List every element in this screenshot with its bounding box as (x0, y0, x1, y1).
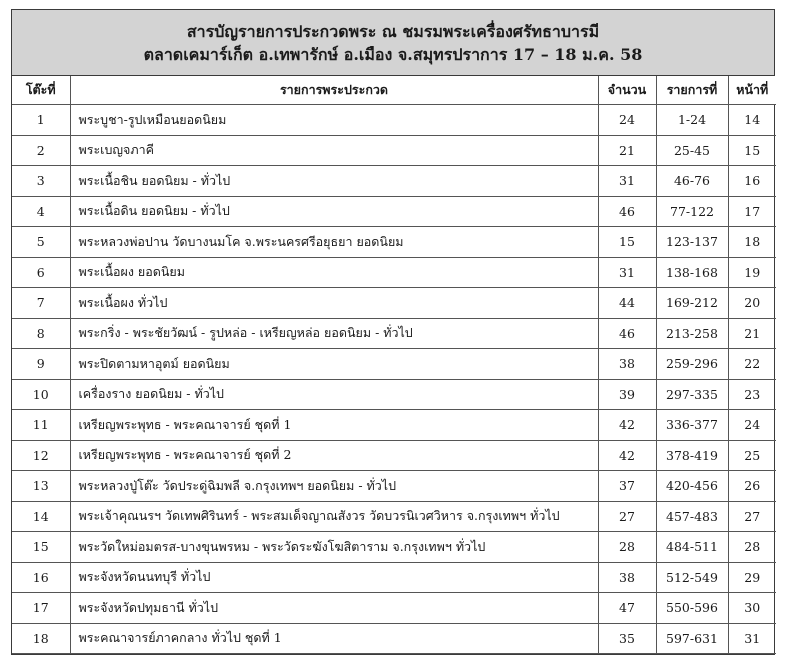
cell-category-name: พระกริ่ง - พระชัยวัฒน์ - รูปหล่อ - เหรียญหล่อ ยอดนิยม - ทั่วไป (70, 318, 598, 349)
cell-item-count: 15 (598, 227, 656, 258)
table-row (12, 501, 776, 532)
cell-page-number: 14 (728, 105, 776, 136)
cell-page-number: 17 (728, 196, 776, 227)
cell-table-number: 16 (12, 562, 70, 593)
cell-page-number: 28 (728, 532, 776, 563)
cell-item-range: 512-549 (656, 562, 728, 593)
table-row (12, 410, 776, 441)
cell-table-number: 2 (12, 135, 70, 166)
cell-table-number: 15 (12, 532, 70, 563)
cell-category-name: พระเนื้อดิน ยอดนิยม - ทั่วไป (70, 196, 598, 227)
cell-page-number: 27 (728, 501, 776, 532)
table-row (12, 440, 776, 471)
cell-item-range: 259-296 (656, 349, 728, 380)
cell-item-count: 24 (598, 105, 656, 136)
cell-item-count: 37 (598, 471, 656, 502)
header-title-line-2: ตลาดเคมาร์เก็ต อ.เทพารักษ์ อ.เมือง จ.สมุทรปราการ 17 – 18 ม.ค. 58 (143, 44, 643, 64)
cell-category-name: พระหลวงพ่อปาน วัดบางนมโค จ.พระนครศรีอยุธยา ยอดนิยม (70, 227, 598, 258)
cell-item-count: 38 (598, 562, 656, 593)
cell-page-number: 30 (728, 593, 776, 624)
cell-table-number: 17 (12, 593, 70, 624)
cell-item-range: 378-419 (656, 440, 728, 471)
cell-table-number: 13 (12, 471, 70, 502)
cell-item-range: 1-24 (656, 105, 728, 136)
cell-table-number: 5 (12, 227, 70, 258)
cell-item-count: 42 (598, 440, 656, 471)
header-title-line-1: สารบัญรายการประกวดพระ ณ ชมรมพระเครื่องศรัทธาบารมี (186, 21, 600, 41)
cell-item-range: 457-483 (656, 501, 728, 532)
table-row (12, 532, 776, 563)
table-body (12, 105, 776, 654)
column-header-name: รายการพระประกวด (70, 76, 598, 105)
cell-item-count: 46 (598, 196, 656, 227)
cell-category-name: พระปิดตามหาอุตม์ ยอดนิยม (70, 349, 598, 380)
table-row (12, 562, 776, 593)
cell-item-range: 46-76 (656, 166, 728, 197)
cell-item-range: 484-511 (656, 532, 728, 563)
cell-item-range: 169-212 (656, 288, 728, 319)
cell-page-number: 26 (728, 471, 776, 502)
cell-page-number: 19 (728, 257, 776, 288)
table-row (12, 257, 776, 288)
table-row (12, 623, 776, 654)
cell-item-count: 21 (598, 135, 656, 166)
cell-item-range: 550-596 (656, 593, 728, 624)
cell-page-number: 15 (728, 135, 776, 166)
cell-table-number: 1 (12, 105, 70, 136)
cell-category-name: พระคณาจารย์ภาคกลาง ทั่วไป ชุดที่ 1 (70, 623, 598, 654)
cell-page-number: 18 (728, 227, 776, 258)
table-row (12, 135, 776, 166)
contents-sheet (11, 9, 775, 655)
table-header-row (12, 76, 776, 105)
table-row (12, 288, 776, 319)
table-row (12, 379, 776, 410)
cell-category-name: พระหลวงปู่โต๊ะ วัดประดู่ฉิมพลี จ.กรุงเทพฯ ยอดนิยม - ทั่วไป (70, 471, 598, 502)
cell-item-count: 44 (598, 288, 656, 319)
column-header-items: รายการที่ (656, 76, 728, 105)
document-header (12, 10, 774, 76)
cell-table-number: 11 (12, 410, 70, 441)
cell-table-number: 10 (12, 379, 70, 410)
cell-category-name: พระเนื้อผง ทั่วไป (70, 288, 598, 319)
table-row (12, 196, 776, 227)
cell-item-range: 597-631 (656, 623, 728, 654)
cell-item-count: 42 (598, 410, 656, 441)
cell-category-name: เหรียญพระพุทธ - พระคณาจารย์ ชุดที่ 2 (70, 440, 598, 471)
cell-item-range: 213-258 (656, 318, 728, 349)
cell-category-name: พระเจ้าคุณนรฯ วัดเทพศิรินทร์ - พระสมเด็จญาณสังวร วัดบวรนิเวศวิหาร จ.กรุงเทพฯ ทั่วไป (70, 501, 598, 532)
cell-category-name: พระจังหวัดปทุมธานี ทั่วไป (70, 593, 598, 624)
cell-item-count: 38 (598, 349, 656, 380)
cell-page-number: 29 (728, 562, 776, 593)
table-row (12, 318, 776, 349)
table-row (12, 166, 776, 197)
cell-table-number: 7 (12, 288, 70, 319)
cell-category-name: พระเนื้อชิน ยอดนิยม - ทั่วไป (70, 166, 598, 197)
cell-item-count: 28 (598, 532, 656, 563)
column-header-count: จำนวน (598, 76, 656, 105)
cell-category-name: พระจังหวัดนนทบุรี ทั่วไป (70, 562, 598, 593)
column-header-number: โต๊ะที่ (12, 76, 70, 105)
cell-item-count: 47 (598, 593, 656, 624)
table-row (12, 349, 776, 380)
cell-category-name: พระเนื้อผง ยอดนิยม (70, 257, 598, 288)
table-row (12, 471, 776, 502)
cell-table-number: 12 (12, 440, 70, 471)
cell-item-range: 297-335 (656, 379, 728, 410)
cell-item-count: 31 (598, 166, 656, 197)
cell-item-count: 46 (598, 318, 656, 349)
table-row (12, 593, 776, 624)
cell-page-number: 23 (728, 379, 776, 410)
table-row (12, 227, 776, 258)
cell-category-name: เครื่องราง ยอดนิยม - ทั่วไป (70, 379, 598, 410)
cell-item-range: 77-122 (656, 196, 728, 227)
cell-category-name: พระวัดใหม่อมตรส-บางขุนพรหม - พระวัดระฆังโฆสิตาราม จ.กรุงเทพฯ ทั่วไป (70, 532, 598, 563)
cell-page-number: 21 (728, 318, 776, 349)
cell-page-number: 20 (728, 288, 776, 319)
cell-item-range: 123-137 (656, 227, 728, 258)
column-header-page: หน้าที่ (728, 76, 776, 105)
cell-item-count: 27 (598, 501, 656, 532)
cell-page-number: 25 (728, 440, 776, 471)
cell-item-count: 35 (598, 623, 656, 654)
cell-table-number: 6 (12, 257, 70, 288)
cell-page-number: 22 (728, 349, 776, 380)
cell-item-count: 31 (598, 257, 656, 288)
cell-page-number: 24 (728, 410, 776, 441)
table-row (12, 105, 776, 136)
cell-page-number: 31 (728, 623, 776, 654)
cell-table-number: 9 (12, 349, 70, 380)
cell-item-range: 336-377 (656, 410, 728, 441)
cell-category-name: เหรียญพระพุทธ - พระคณาจารย์ ชุดที่ 1 (70, 410, 598, 441)
contents-table (12, 76, 776, 654)
cell-category-name: พระบูชา-รูปเหมือนยอดนิยม (70, 105, 598, 136)
cell-table-number: 4 (12, 196, 70, 227)
cell-page-number: 16 (728, 166, 776, 197)
cell-table-number: 18 (12, 623, 70, 654)
cell-item-count: 39 (598, 379, 656, 410)
cell-item-range: 420-456 (656, 471, 728, 502)
cell-table-number: 3 (12, 166, 70, 197)
cell-category-name: พระเบญจภาคี (70, 135, 598, 166)
cell-table-number: 14 (12, 501, 70, 532)
cell-table-number: 8 (12, 318, 70, 349)
cell-item-range: 138-168 (656, 257, 728, 288)
cell-item-range: 25-45 (656, 135, 728, 166)
